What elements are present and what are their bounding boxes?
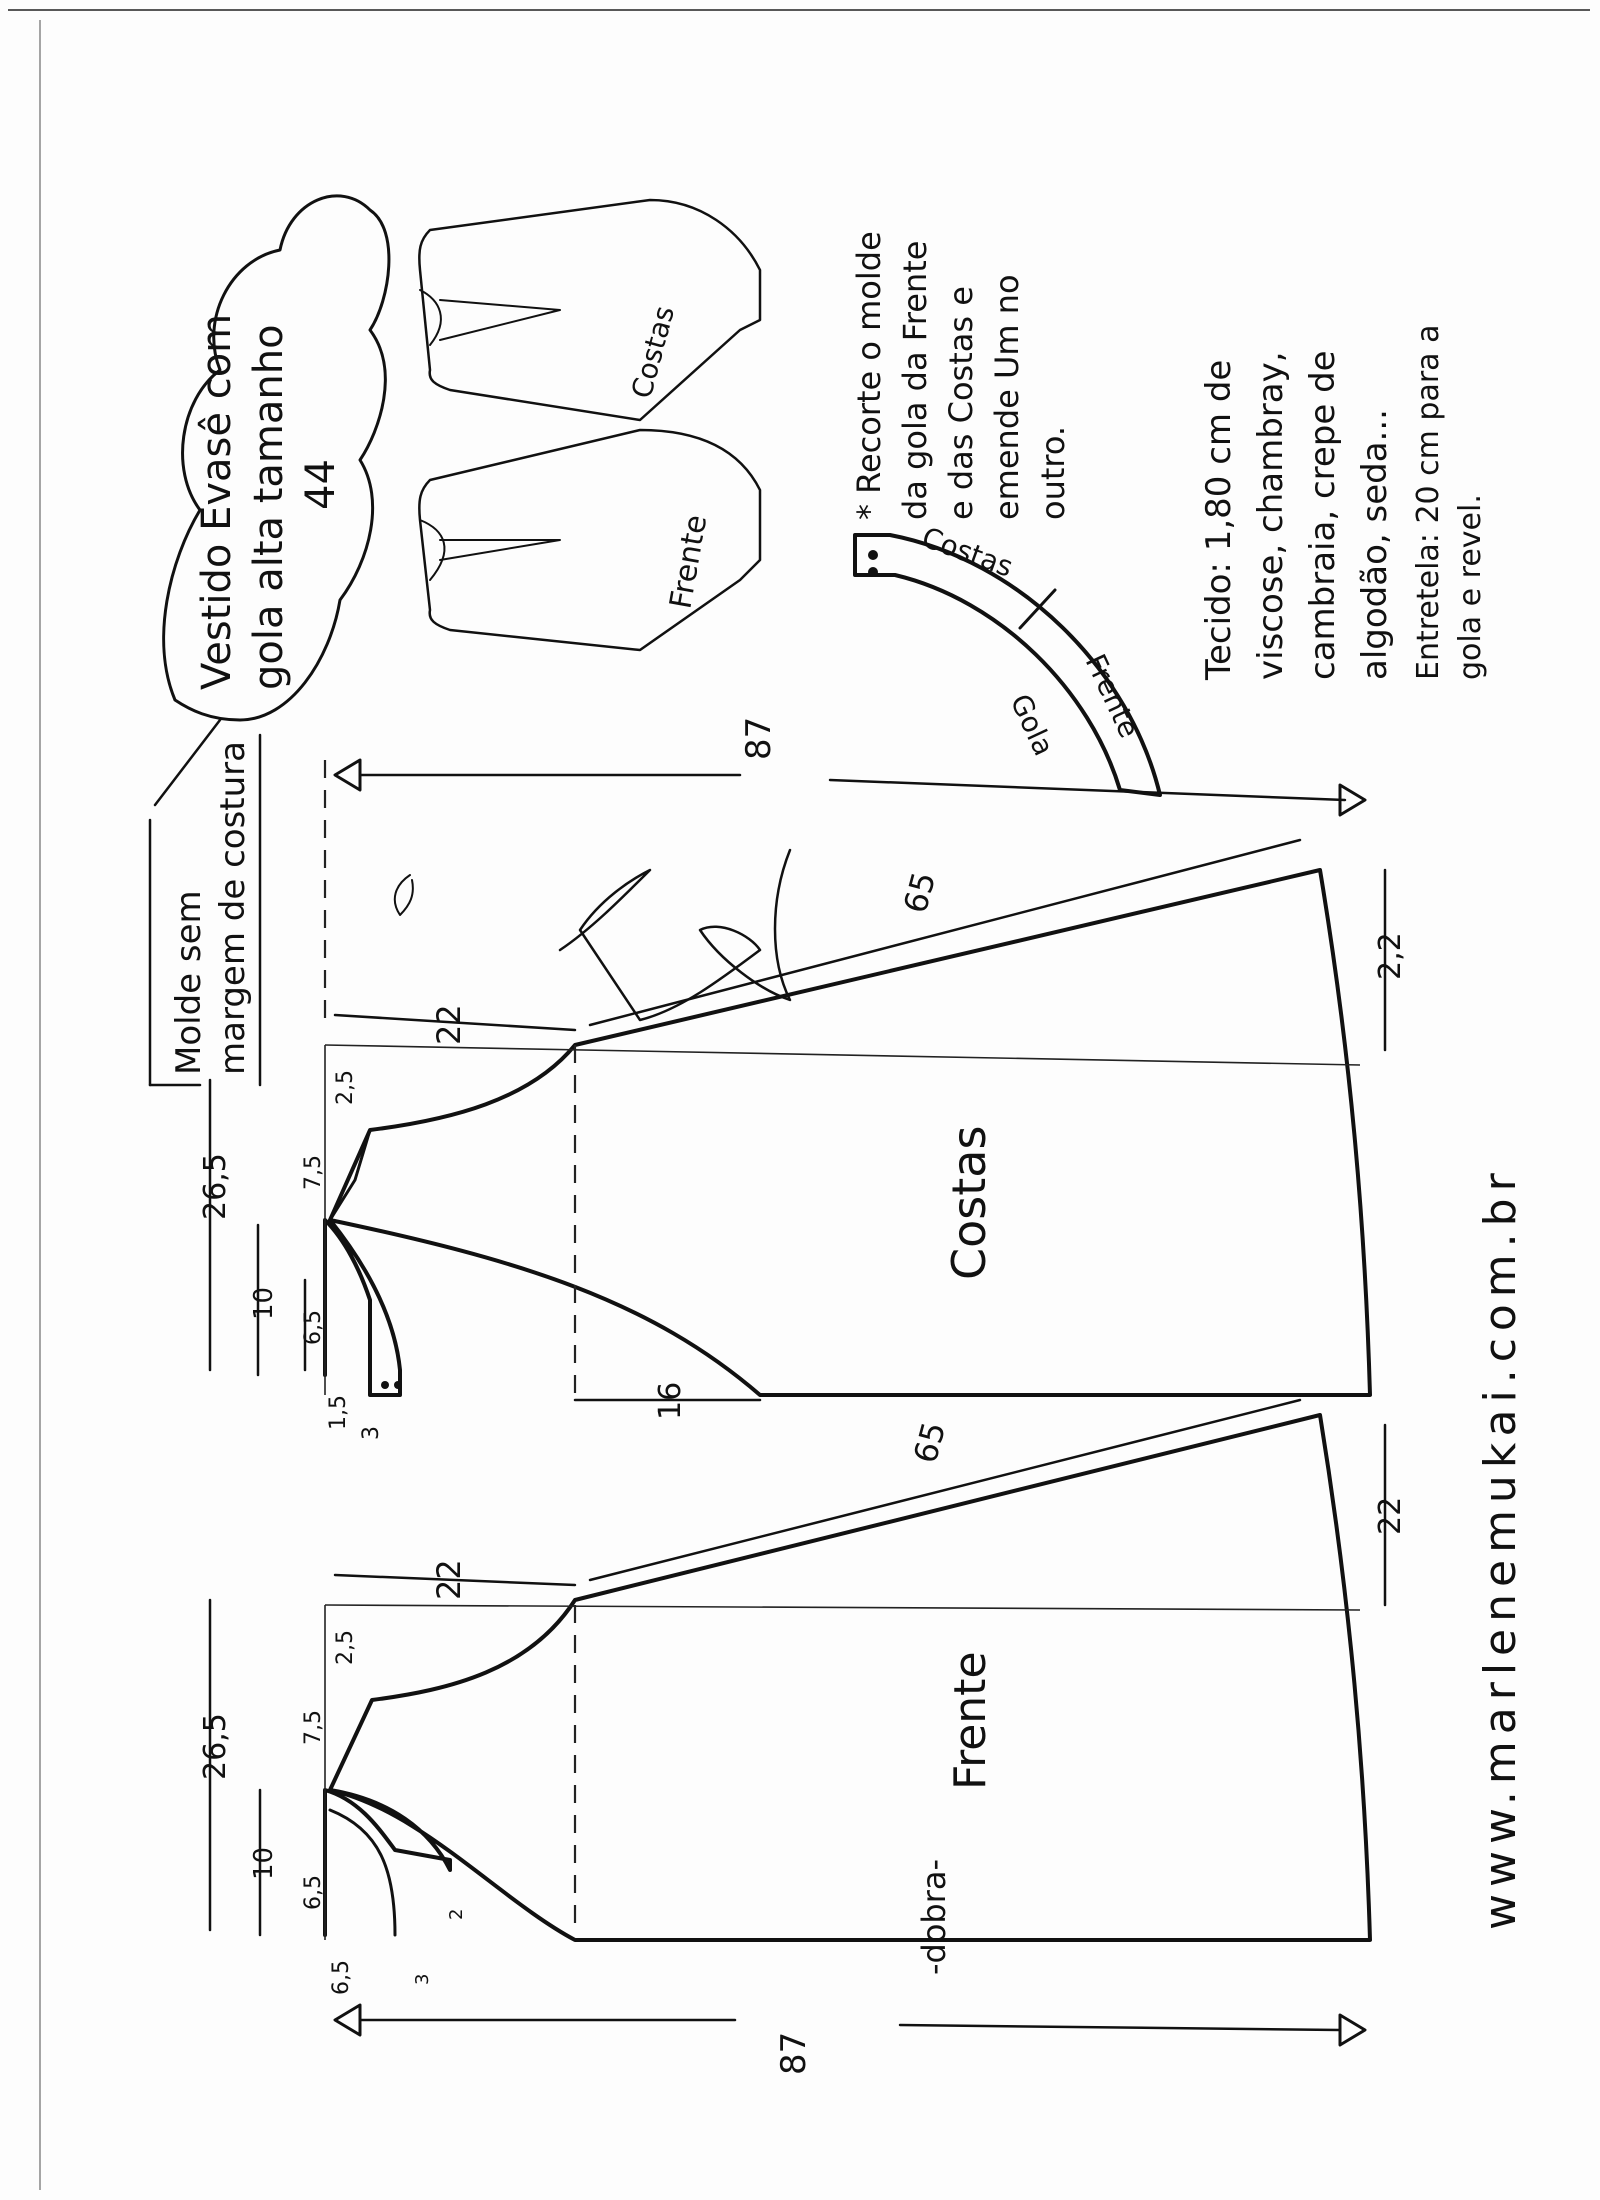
collar-note (850, 231, 1072, 520)
front-collar-b-label: 3 (412, 1973, 433, 1985)
notice-line-1: Molde sem (169, 890, 209, 1075)
back-collar-button-1 (381, 1381, 389, 1389)
front-65-label: 65 (906, 1417, 954, 1468)
front-length-label: 87 (774, 2031, 814, 2075)
front-fold-label: -dobra- (915, 1858, 953, 1975)
back-width-label: 26,5 (198, 1153, 233, 1220)
front-neck-depth-b-label: 7,5 (301, 1710, 326, 1745)
front-shoulder-drop-label: 2,5 (333, 1630, 358, 1665)
back-collar-b-label: 3 (359, 1426, 384, 1440)
dress-sketch-back (419, 200, 760, 420)
signature-text: Marlene Mukai (0, 0, 8, 1)
collar-note-line-4: emende Um no (988, 274, 1026, 520)
title-line-2: gola alta tamanho (246, 324, 292, 690)
back-sketch-label: Costas (624, 302, 682, 402)
front-neck-width-label: 10 (249, 1846, 279, 1880)
signature-flourish (395, 875, 413, 915)
website-text: www.marlenemukai.com.br (1475, 1166, 1526, 1930)
cloud-pointer (155, 720, 220, 805)
signature-scribble (560, 850, 790, 1020)
signature (0, 0, 790, 1020)
front-length-arrowhead-right (1340, 2015, 1365, 2045)
back-neck-width-label: 10 (249, 1286, 279, 1320)
title-size: 44 (298, 459, 344, 510)
back-collar-a-label: 1,5 (326, 1395, 351, 1430)
back-hip-label: 16 (653, 1381, 688, 1420)
back-top-ref-line (325, 1045, 1360, 1065)
back-length-arrow-b (830, 780, 1345, 800)
back-65-arrow (590, 840, 1300, 1025)
front-length-arrowhead-left (335, 2005, 360, 2035)
collar-button-2 (868, 567, 878, 577)
title-cloud (155, 196, 389, 805)
front-length-arrow-b (900, 2025, 1340, 2030)
collar-front-label: Frente (1078, 649, 1146, 743)
front-hem-label: 22 (1373, 1496, 1408, 1535)
fabric-line-3: cambraia, crepe de (1303, 350, 1343, 680)
fabric-line-6: gola e revel. (1453, 494, 1488, 680)
front-top-ref-line (325, 1605, 1360, 1610)
front-pattern-piece (198, 1400, 1408, 2075)
front-collar-c-label: 2 (446, 1908, 467, 1920)
title-line-1: Vestido Evasê com (194, 313, 240, 690)
seam-allowance-notice (150, 735, 260, 1085)
back-neck-depth-a-label: 6,5 (301, 1310, 326, 1345)
back-hem-label: 2,2 (1373, 932, 1408, 980)
collar-gola-label: Gola (1003, 689, 1061, 761)
fabric-line-5: Entretela: 20 cm para a (1411, 324, 1446, 680)
collar-note-line-3: e das Costas e (942, 286, 980, 520)
front-outline (325, 1415, 1370, 1940)
back-length-arrowhead-left (335, 760, 360, 790)
front-22-label: 22 (430, 1559, 468, 1600)
front-width-label: 26,5 (198, 1713, 233, 1780)
back-collar-button-2 (394, 1381, 402, 1389)
back-sketch-dart (440, 300, 560, 340)
back-shoulder-drop-label: 2,5 (333, 1070, 358, 1105)
front-neck-depth-a-label: 6,5 (301, 1875, 326, 1910)
collar-note-line-2: da gola da Frente (896, 240, 934, 520)
back-sketch-outline (419, 200, 760, 420)
back-neck-depth-b-label: 7,5 (301, 1155, 326, 1190)
fabric-line-2: viscose, chambray, (1251, 351, 1291, 680)
dress-sketch-front (419, 430, 760, 650)
back-65-label: 65 (896, 867, 944, 918)
website-block (1475, 1166, 1526, 1930)
front-piece-label: Frente (945, 1651, 996, 1790)
notice-line-2: margem de costura (213, 741, 253, 1075)
fabric-line-1: Tecido: 1,80 cm de (1199, 359, 1239, 680)
back-piece-label: Costas (942, 1125, 996, 1280)
back-outline (325, 867, 1370, 1395)
back-pattern-piece (198, 717, 1408, 1440)
front-collar-a-label: 6,5 (329, 1960, 354, 1995)
fabric-note (1199, 325, 1488, 681)
front-sketch-dart (440, 540, 560, 560)
collar-note-line-1: * Recorte o molde (850, 231, 888, 520)
collar-back-label: Costas (917, 520, 1018, 584)
collar-piece (855, 521, 1160, 795)
back-22-label: 22 (430, 1004, 468, 1045)
fabric-line-4: algodão, seda... (1355, 409, 1395, 680)
front-collar-curve-inner (330, 1810, 395, 1935)
back-length-label: 87 (739, 716, 779, 760)
front-sketch-label: Frente (663, 512, 715, 612)
collar-button-1 (868, 550, 878, 560)
collar-note-line-5: outro. (1034, 425, 1072, 520)
